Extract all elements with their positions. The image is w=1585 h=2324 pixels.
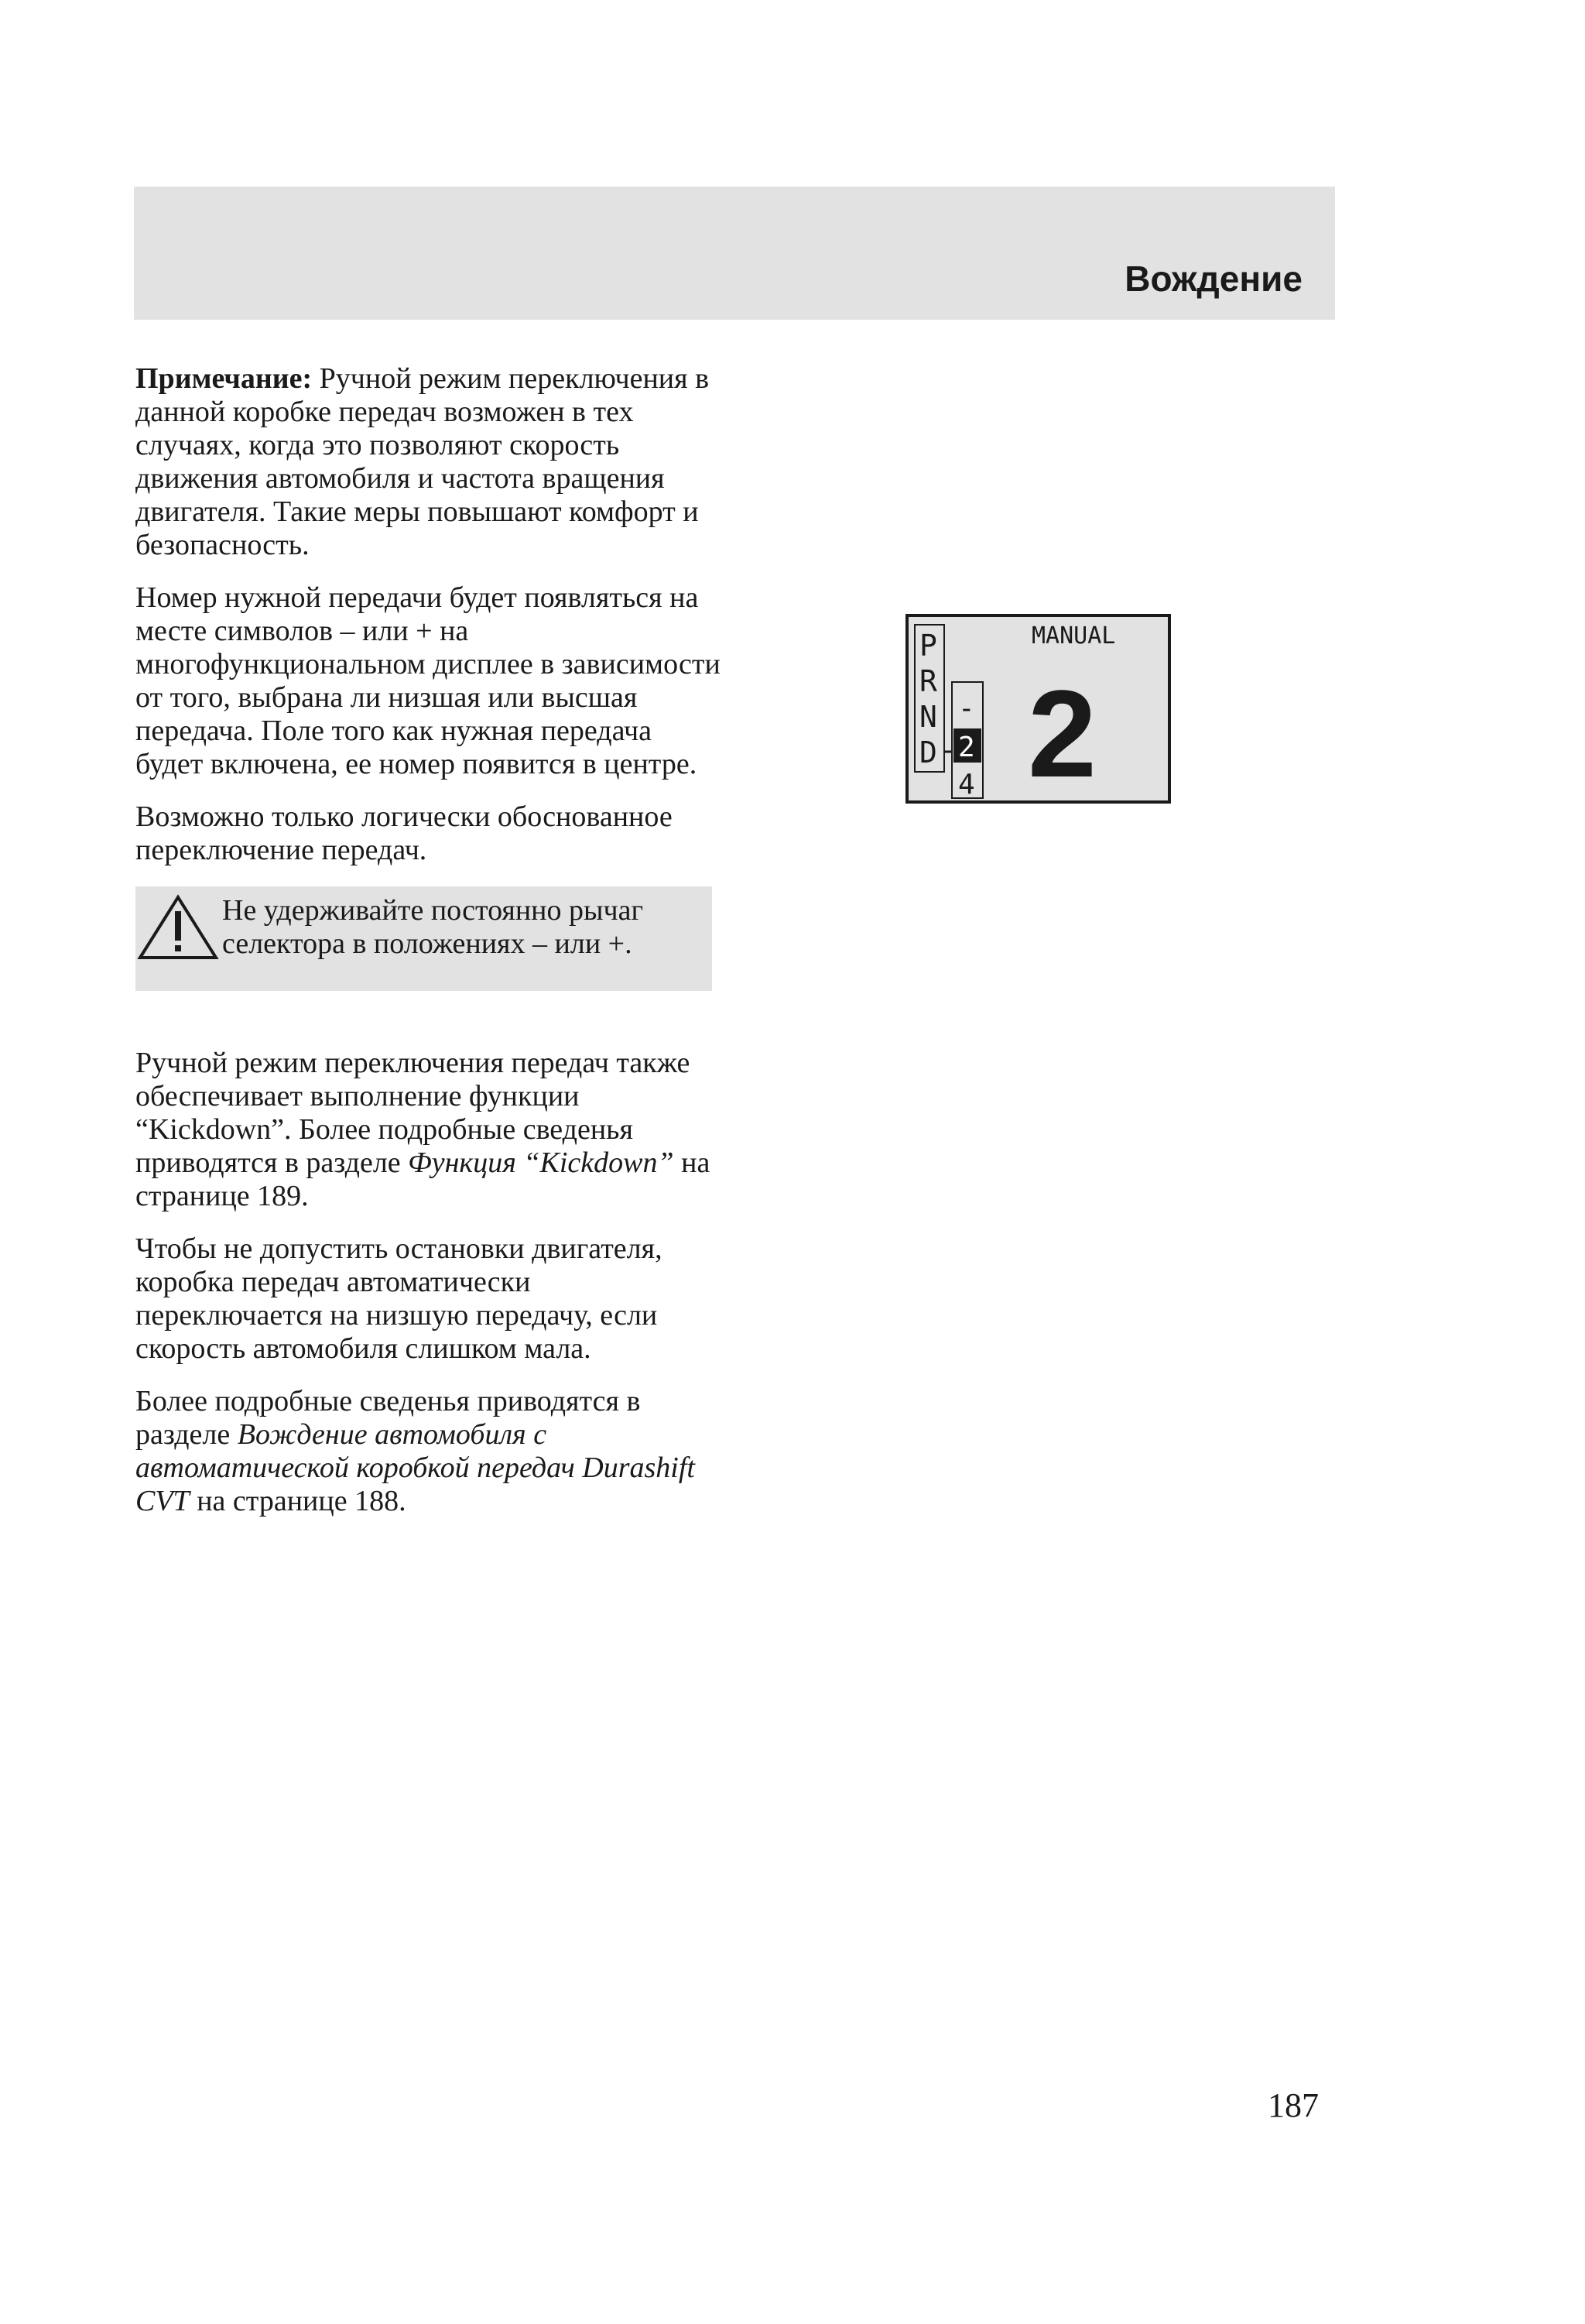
- gear-column-minus: -: [958, 693, 975, 725]
- note-paragraph: [135, 362, 724, 562]
- section-title: Вождение: [1125, 259, 1303, 299]
- gear-column-next: 4: [958, 769, 975, 800]
- kickdown-page-ref: на странице 189.: [135, 1147, 710, 1212]
- current-gear-number: 2: [1028, 664, 1097, 803]
- durashift-reference: Вождение автомобиля с автоматической коробкой передач Durashift CVT: [135, 1418, 695, 1517]
- warning-box: [135, 886, 712, 991]
- note-label: Примечание:: [135, 362, 313, 395]
- warning-triangle-icon: [135, 894, 221, 961]
- kickdown-paragraph: [135, 1047, 724, 1213]
- stall-prevention-paragraph: Чтобы не допустить остановки двигателя, коробка передач автоматически переключается на низшую передачу, если скорость автомобиля слишком мала.: [135, 1232, 662, 1365]
- gear-letter-d: D: [919, 735, 937, 770]
- gear-letter-p: P: [919, 629, 937, 663]
- gear-letter-r: R: [919, 664, 937, 698]
- warning-text: Не удерживайте постоянно рычаг селектора в положениях – или +.: [222, 894, 644, 960]
- more-info-paragraph: [135, 1385, 724, 1518]
- gear-number-paragraph: Номер нужной передачи будет появляться на месте символов – или + на многофункциональном дисплее в зависимости от того, выбрана ли низшая или высшая передача. Поле того как нужная передача будет включена, ее номер появится в центре.: [135, 581, 721, 780]
- kickdown-reference: Функция “Kickdown”: [408, 1147, 674, 1179]
- kickdown-text: Ручной режим переключения передач также обеспечивает выполнение функции “Kickdown”. Более подробные сведенья приводятся в разделе: [135, 1047, 690, 1179]
- multifunction-display-figure: [905, 614, 1171, 804]
- header-band: [134, 187, 1335, 320]
- note-body: Ручной режим переключения в данной коробке передач возможен в тех случаях, когда это позволяют скорость движения автомобиля и частота вращения двигателя. Такие меры повышают комфорт и безопасность.: [135, 362, 710, 561]
- manual-mode-label: MANUAL: [1032, 622, 1116, 650]
- logical-shift-paragraph: Возможно только логически обоснованное переключение передач.: [135, 800, 673, 866]
- gear-letter-n: N: [919, 700, 937, 734]
- more-info-page-ref: на странице 188.: [189, 1485, 406, 1517]
- text-column: [135, 362, 724, 1537]
- more-info-text: Более подробные сведенья приводятся в разделе: [135, 1385, 641, 1451]
- gear-column-current: 2: [958, 732, 975, 763]
- page-number: 187: [1268, 2086, 1319, 2124]
